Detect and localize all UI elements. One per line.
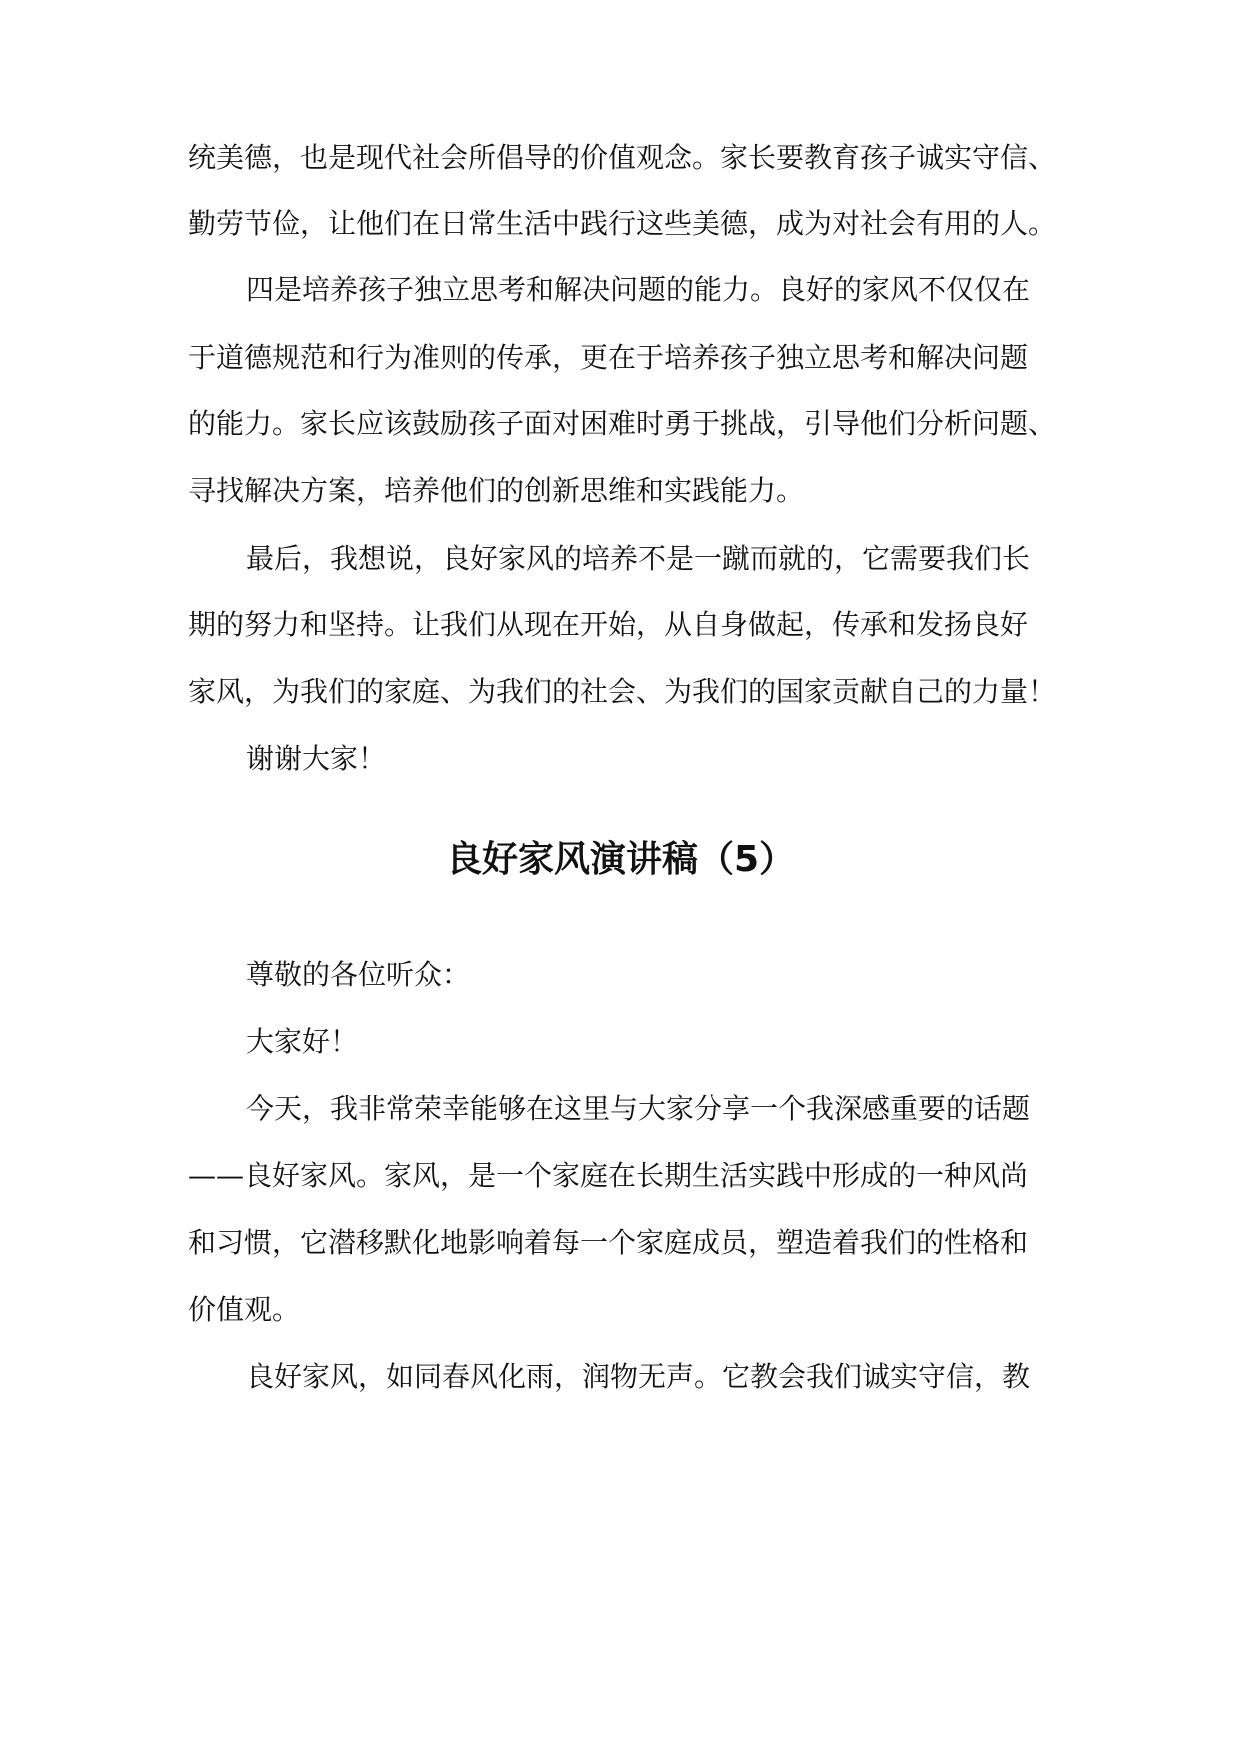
paragraph-line: 统美德，也是现代社会所倡导的价值观念。家长要教育孩子诚实守信、	[188, 141, 1057, 174]
greeting-line: 大家好！	[246, 1025, 359, 1058]
paragraph-line: 勤劳节俭，让他们在日常生活中践行这些美德，成为对社会有用的人。	[188, 207, 1057, 240]
paragraph-line: ——良好家风。家风，是一个家庭在长期生活实践中形成的一种风尚	[188, 1159, 1029, 1192]
paragraph-line: 期的努力和坚持。让我们从现在开始，从自身做起，传承和发扬良好	[188, 608, 1029, 641]
paragraph-line: 寻找解决方案，培养他们的创新思维和实践能力。	[188, 474, 805, 507]
paragraph-line: 的能力。家长应该鼓励孩子面对困难时勇于挑战，引导他们分析问题、	[188, 407, 1057, 440]
salutation-line: 尊敬的各位听众：	[246, 958, 471, 991]
paragraph-line: 四是培养孩子独立思考和解决问题的能力。良好的家风不仅仅在	[246, 273, 1031, 306]
paragraph-line: 于道德规范和行为准则的传承，更在于培养孩子独立思考和解决问题	[188, 341, 1029, 374]
paragraph-line: 和习惯，它潜移默化地影响着每一个家庭成员，塑造着我们的性格和	[188, 1226, 1029, 1259]
paragraph-line: 今天，我非常荣幸能够在这里与大家分享一个我深感重要的话题	[246, 1092, 1031, 1125]
paragraph-line: 价值观。	[188, 1293, 301, 1326]
paragraph-line: 最后，我想说，良好家风的培养不是一蹴而就的，它需要我们长	[246, 542, 1031, 575]
paragraph-line: 良好家风，如同春风化雨，润物无声。它教会我们诚实守信，教	[246, 1360, 1031, 1393]
speech-title: 良好家风演讲稿（5）	[445, 839, 796, 880]
closing-line: 谢谢大家！	[246, 742, 387, 775]
paragraph-line: 家风，为我们的家庭、为我们的社会、为我们的国家贡献自己的力量！	[188, 675, 1057, 708]
